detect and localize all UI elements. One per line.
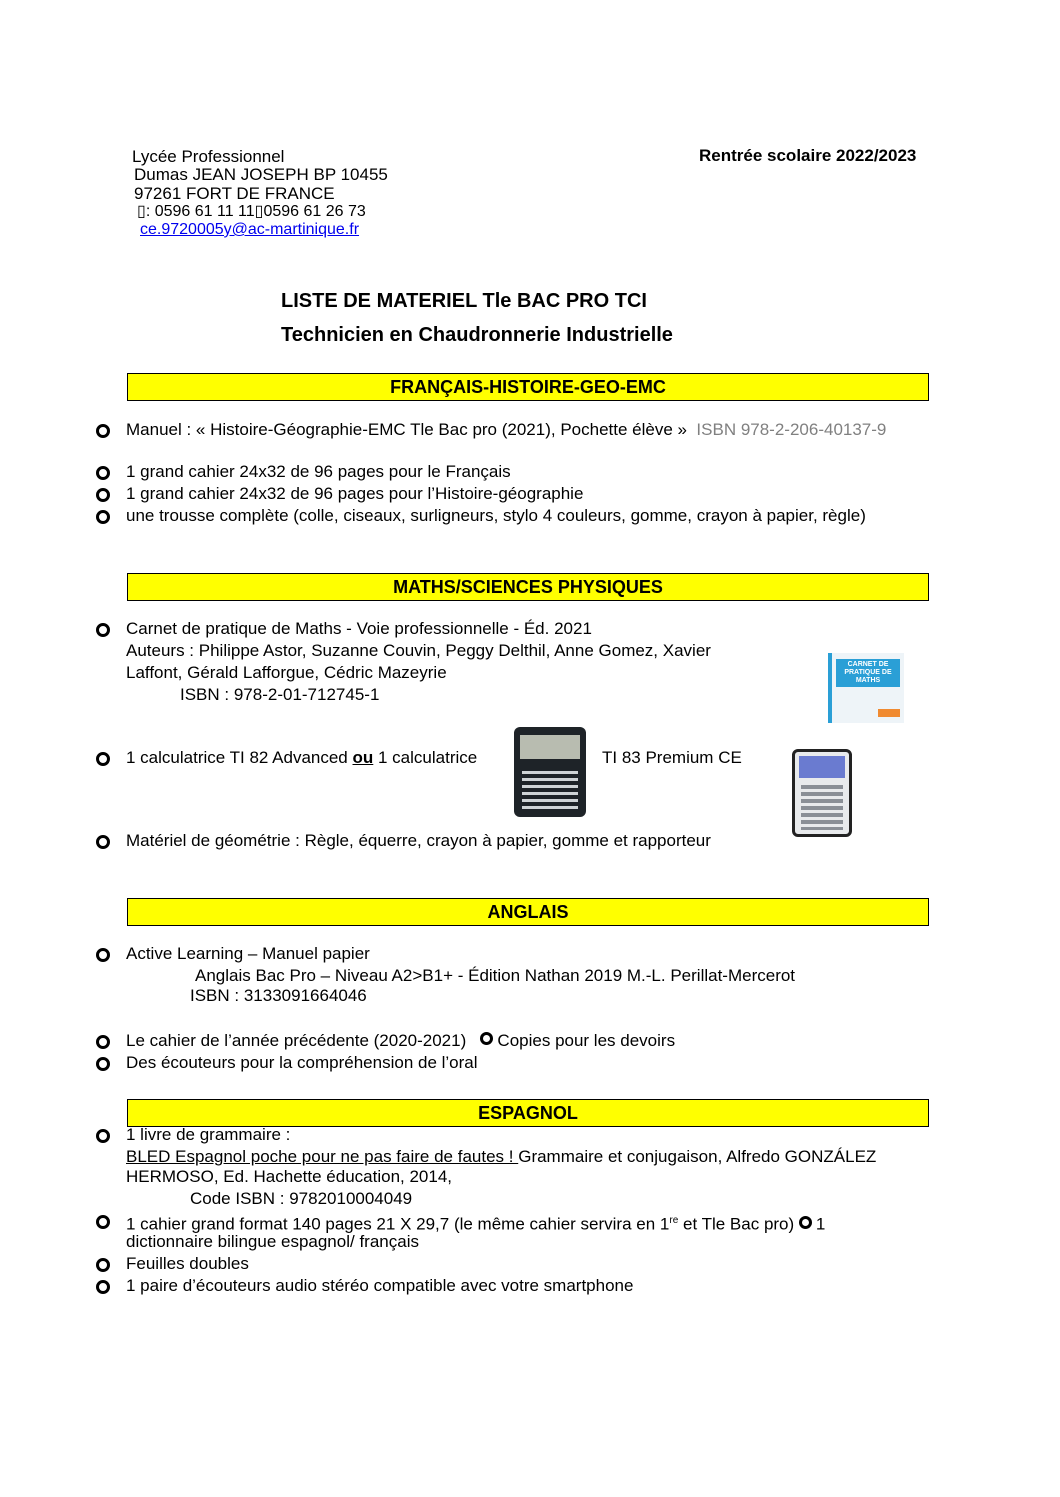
bullet-icon	[96, 1258, 110, 1272]
book-isbn: ISBN : 978-2-01-712745-1	[180, 685, 380, 704]
book-publisher: HERMOSO, Ed. Hachette éducation, 2014,	[126, 1167, 453, 1186]
page-subtitle: Technicien en Chaudronnerie Industrielle	[281, 324, 673, 346]
list-item: Active Learning – Manuel papier	[126, 944, 370, 963]
book-details: Anglais Bac Pro – Niveau A2>B1+ - Édition Nathan 2019 M.-L. Perillat-Mercerot	[195, 966, 796, 985]
bullet-icon	[96, 488, 110, 502]
bullet-icon	[96, 948, 110, 962]
book-cover-image: CARNET DE PRATIQUE DE MATHS	[828, 653, 904, 723]
bullet-icon	[96, 623, 110, 637]
phone-icon: ▯	[137, 203, 146, 220]
list-item: 1 grand cahier 24x32 de 96 pages pour l’Histoire-géographie	[126, 484, 584, 503]
school-year: Rentrée scolaire 2022/2023	[699, 146, 917, 165]
bullet-icon	[96, 510, 110, 524]
list-item: Carnet de pratique de Maths - Voie professionnelle - Éd. 2021	[126, 619, 592, 638]
bullet-icon	[96, 835, 110, 849]
fax-icon: ▯	[254, 203, 264, 220]
bullet-icon	[96, 1129, 110, 1143]
page-title: LISTE DE MATERIEL Tle BAC PRO TCI	[281, 290, 647, 312]
list-item: 1 calculatrice TI 82 Advanced ou 1 calculatrice	[126, 748, 478, 767]
list-item: Des écouteurs pour la compréhension de l’oral	[126, 1053, 478, 1072]
list-item: Manuel : « Histoire-Géographie-EMC Tle Bac pro (2021), Pochette élève » ISBN 978-2-206-40137-9	[126, 420, 887, 439]
book-isbn: ISBN : 3133091664046	[190, 986, 367, 1005]
list-item: 1 cahier grand format 140 pages 21 X 29,7 (le même cahier servira en 1re et Tle Bac pro) 1	[126, 1214, 826, 1234]
bullet-icon	[96, 466, 110, 480]
book-authors-cont: Laffont, Gérald Lafforgue, Cédric Mazeyrie	[126, 663, 447, 682]
book-title: BLED Espagnol poche pour ne pas faire de fautes ! Grammaire et conjugaison, Alfredo GONZÁLEZ	[126, 1147, 877, 1166]
bullet-icon	[96, 1215, 110, 1229]
school-address: Dumas JEAN JOSEPH BP 10455	[134, 165, 388, 184]
school-city: 97261 FORT DE FRANCE	[134, 184, 335, 203]
list-item: Matériel de géométrie : Règle, équerre, crayon à papier, gomme et rapporteur	[126, 831, 711, 850]
list-item-cont: dictionnaire bilingue espagnol/ français	[126, 1232, 419, 1251]
list-item: 1 grand cahier 24x32 de 96 pages pour le Français	[126, 462, 511, 481]
section-heading-espagnol: ESPAGNOL	[127, 1099, 929, 1127]
list-item: Le cahier de l’année précédente (2020-2021) Copies pour les devoirs	[126, 1031, 676, 1050]
list-item: 1 livre de grammaire :	[126, 1125, 291, 1144]
bullet-icon	[96, 1035, 110, 1049]
email-link[interactable]: ce.9720005y@ac-martinique.fr	[140, 221, 360, 238]
list-item: une trousse complète (colle, ciseaux, surligneurs, stylo 4 couleurs, gomme, crayon à papier, règle)	[126, 506, 866, 525]
ti82-calculator-image	[514, 727, 586, 817]
list-item: 1 paire d’écouteurs audio stéréo compatible avec votre smartphone	[126, 1276, 634, 1295]
bullet-icon	[96, 752, 110, 766]
bullet-icon	[96, 1057, 110, 1071]
bullet-icon	[799, 1216, 812, 1229]
school-name: Lycée Professionnel	[132, 147, 285, 166]
section-heading-maths: MATHS/SCIENCES PHYSIQUES	[127, 573, 929, 601]
book-isbn: Code ISBN : 9782010004049	[190, 1189, 413, 1208]
list-item: Feuilles doubles	[126, 1254, 249, 1273]
ti83-calculator-image	[792, 749, 852, 837]
bullet-icon	[480, 1032, 493, 1045]
bullet-icon	[96, 424, 110, 438]
bullet-icon	[96, 1280, 110, 1294]
section-heading-anglais: ANGLAIS	[127, 898, 929, 926]
section-heading-francais: FRANÇAIS-HISTOIRE-GEO-EMC	[127, 373, 929, 401]
calculator-model-label: TI 83 Premium CE	[602, 748, 742, 767]
book-authors: Auteurs : Philippe Astor, Suzanne Couvin, Peggy Delthil, Anne Gomez, Xavier	[126, 641, 711, 660]
school-phone: ▯: 0596 61 11 11▯0596 61 26 73	[137, 203, 366, 220]
